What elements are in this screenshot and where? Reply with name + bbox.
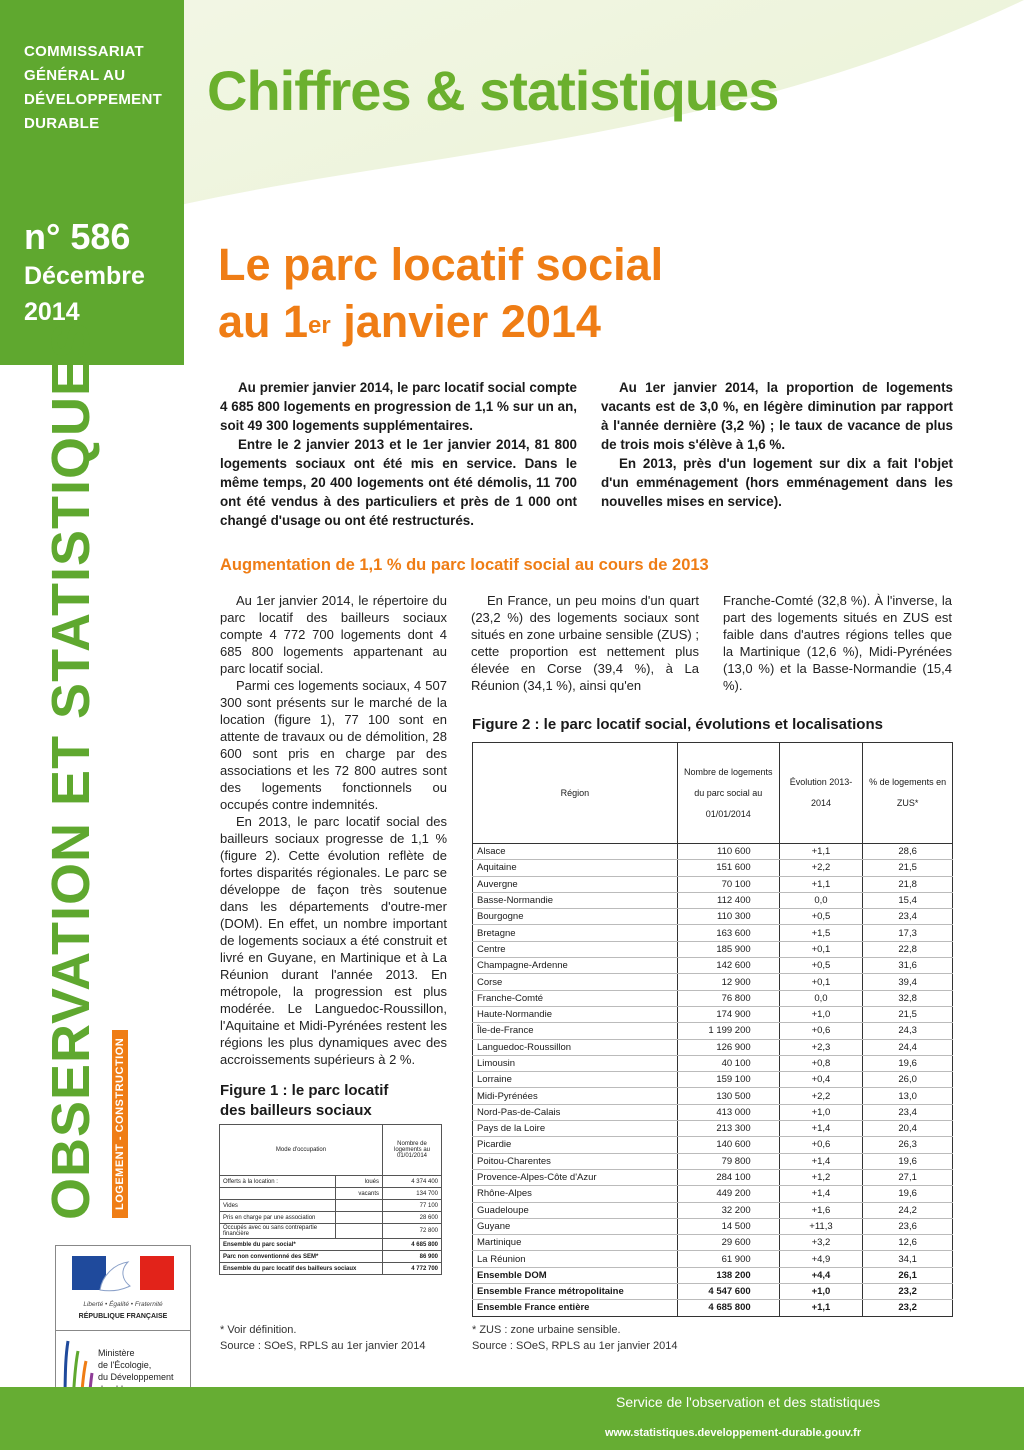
count-cell: 213 300: [677, 1121, 779, 1137]
table-row: [473, 925, 953, 941]
table-row: [473, 1218, 953, 1234]
column-header: Nombre de logements du parc social au 01/01/2014: [677, 743, 779, 844]
title-sup: er: [308, 312, 331, 339]
region-cell: Guyane: [473, 1218, 678, 1234]
table-row: [473, 974, 953, 990]
page-title: [218, 236, 663, 350]
table-row: [473, 844, 953, 860]
zus-share-cell: 23,4: [863, 1104, 953, 1120]
table-row: [220, 1224, 442, 1239]
evolution-cell: +11,3: [779, 1218, 863, 1234]
region-cell: Languedoc-Roussillon: [473, 1039, 678, 1055]
republique-francaise-logo: [55, 1245, 191, 1333]
zus-share-cell: 22,8: [863, 941, 953, 957]
body-paragraph: Parmi ces logements sociaux, 4 507 300 sont présents sur le marché de la location (figure 1), 77 100 sont en attente de travaux ou de démolition, 28 600 sont pris en charge par des associations et les 72 800 autres sont des logements fonctionnels ou occupés contre indemnités.: [220, 678, 447, 812]
footer-url[interactable]: www.statistiques.developpement-durable.gouv.fr: [605, 1427, 862, 1439]
row-value: 4 374 400: [383, 1176, 442, 1188]
evolution-cell: +0,5: [779, 909, 863, 925]
table-row: [473, 1039, 953, 1055]
footer-service: Service de l'observation et des statistiques: [616, 1394, 881, 1410]
region-cell: Limousin: [473, 1055, 678, 1071]
region-cell: Île-de-France: [473, 1023, 678, 1039]
title-line-1: Le parc locatif social: [218, 239, 664, 290]
intro-paragraph: En 2013, près d'un logement sur dix a fait l'objet d'un emménagement (hors emménagement dans les nouvelles mises en service).: [601, 456, 953, 509]
zus-share-cell: 26,3: [863, 1137, 953, 1153]
count-cell: 4 685 800: [677, 1300, 779, 1316]
region-cell: Auvergne: [473, 876, 678, 892]
row-sublabel: [336, 1224, 383, 1239]
count-cell: 112 400: [677, 892, 779, 908]
region-cell: Pays de la Loire: [473, 1121, 678, 1137]
row-sublabel: [336, 1200, 383, 1212]
region-cell: Champagne-Ardenne: [473, 958, 678, 974]
count-cell: 185 900: [677, 941, 779, 957]
count-cell: 174 900: [677, 1006, 779, 1022]
zus-share-cell: 23,2: [863, 1300, 953, 1316]
region-cell: Ensemble France entière: [473, 1300, 678, 1316]
table-row: [473, 1006, 953, 1022]
count-cell: 142 600: [677, 958, 779, 974]
section-title: Augmentation de 1,1 % du parc locatif social au cours de 2013: [220, 556, 709, 574]
table-row: [220, 1200, 442, 1212]
row-label: Ensemble du parc locatif des bailleurs sociaux: [220, 1263, 383, 1275]
count-cell: 79 800: [677, 1153, 779, 1169]
count-cell: 284 100: [677, 1169, 779, 1185]
region-cell: Lorraine: [473, 1072, 678, 1088]
region-cell: Poitou-Charentes: [473, 1153, 678, 1169]
count-cell: 110 600: [677, 844, 779, 860]
body-column-2: [471, 592, 699, 694]
evolution-cell: +1,6: [779, 1202, 863, 1218]
table-row-total: [473, 1284, 953, 1300]
evolution-cell: +1,0: [779, 1284, 863, 1300]
evolution-cell: +0,8: [779, 1055, 863, 1071]
evolution-cell: +0,4: [779, 1072, 863, 1088]
zus-share-cell: 24,3: [863, 1023, 953, 1039]
zus-share-cell: 23,2: [863, 1284, 953, 1300]
region-cell: Picardie: [473, 1137, 678, 1153]
row-label: Offerts à la location :: [220, 1176, 336, 1188]
row-label: Pris en charge par une association: [220, 1212, 336, 1224]
evolution-cell: +1,1: [779, 1300, 863, 1316]
table-row: [473, 1251, 953, 1267]
rf-name: RÉPUBLIQUE FRANÇAISE: [78, 1313, 168, 1320]
issue-number: n° 586: [24, 216, 131, 257]
count-cell: 151 600: [677, 860, 779, 876]
evolution-cell: +2,2: [779, 1088, 863, 1104]
row-label: Occupés avec ou sans contrepartie financière: [220, 1224, 336, 1239]
zus-share-cell: 12,6: [863, 1235, 953, 1251]
zus-share-cell: 19,6: [863, 1153, 953, 1169]
zus-share-cell: 26,1: [863, 1267, 953, 1283]
table-row: [473, 1202, 953, 1218]
region-cell: Alsace: [473, 844, 678, 860]
count-cell: 413 000: [677, 1104, 779, 1120]
row-value: 134 700: [383, 1188, 442, 1200]
table-row: [473, 876, 953, 892]
region-cell: Centre: [473, 941, 678, 957]
evolution-cell: +0,6: [779, 1023, 863, 1039]
evolution-cell: +2,3: [779, 1039, 863, 1055]
figure-1-source: Source : SOeS, RPLS au 1er janvier 2014: [220, 1340, 426, 1352]
intro-paragraph: Au 1er janvier 2014, la proportion de logements vacants est de 3,0 %, en légère diminution par rapport à l'année dernière (3,2 %) ; le taux de vacance de plus de trois mois s'élève à 1,6 %.: [601, 380, 953, 452]
region-cell: Rhône-Alpes: [473, 1186, 678, 1202]
column-header: % de logements en ZUS*: [863, 743, 953, 844]
figure-2-source: Source : SOeS, RPLS au 1er janvier 2014: [472, 1340, 678, 1352]
evolution-cell: +4,9: [779, 1251, 863, 1267]
row-value: 28 600: [383, 1212, 442, 1224]
vertical-topic-label: LOGEMENT - CONSTRUCTION: [112, 1030, 128, 1218]
count-cell: 126 900: [677, 1039, 779, 1055]
org-line-3: DÉVELOPPEMENT: [24, 91, 163, 108]
title-part-a: au 1: [218, 296, 309, 347]
ministry-line-2: de l'Écologie,: [98, 1360, 152, 1370]
count-cell: 449 200: [677, 1186, 779, 1202]
zus-share-cell: 31,6: [863, 958, 953, 974]
zus-share-cell: 19,6: [863, 1186, 953, 1202]
zus-share-cell: 26,0: [863, 1072, 953, 1088]
table-row: [473, 1186, 953, 1202]
zus-share-cell: 24,4: [863, 1039, 953, 1055]
region-cell: Provence-Alpes-Côte d'Azur: [473, 1169, 678, 1185]
row-value: 4 772 700: [383, 1263, 442, 1275]
zus-share-cell: 21,8: [863, 876, 953, 892]
count-cell: 140 600: [677, 1137, 779, 1153]
row-label: [220, 1188, 336, 1200]
count-cell: 14 500: [677, 1218, 779, 1234]
row-value: 72 800: [383, 1224, 442, 1239]
title-part-b: janvier 2014: [330, 296, 601, 347]
figure-1-note: * Voir définition.: [220, 1324, 297, 1336]
count-cell: 163 600: [677, 925, 779, 941]
rf-motto: Liberté • Égalité • Fraternité: [83, 1301, 163, 1308]
table-row: [220, 1176, 442, 1188]
table-row-total: [220, 1251, 442, 1263]
region-cell: Aquitaine: [473, 860, 678, 876]
row-value: 4 685 800: [383, 1239, 442, 1251]
count-cell: 159 100: [677, 1072, 779, 1088]
intro-paragraph: Entre le 2 janvier 2013 et le 1er janvier 2014, 81 800 logements sociaux ont été mis en service. Dans le même temps, 20 400 logements ont été démolis, 11 700 ont été vendus à des particuliers et près de 1 000 ont changé d'usage ou ont été restructurés.: [220, 437, 577, 528]
evolution-cell: 0,0: [779, 892, 863, 908]
region-cell: Ensemble France métropolitaine: [473, 1284, 678, 1300]
table-row: [473, 1121, 953, 1137]
column-header: Nombre de logements au 01/01/2014: [383, 1125, 442, 1176]
zus-share-cell: 15,4: [863, 892, 953, 908]
zus-share-cell: 27,1: [863, 1169, 953, 1185]
table-row: [473, 941, 953, 957]
column-header: Évolution 2013-2014: [779, 743, 863, 844]
row-sublabel: vacants: [336, 1188, 383, 1200]
figure-1-table: [219, 1124, 442, 1275]
evolution-cell: +0,1: [779, 941, 863, 957]
evolution-cell: +1,4: [779, 1153, 863, 1169]
table-row: [473, 1072, 953, 1088]
org-line-4: DURABLE: [24, 115, 100, 132]
zus-share-cell: 39,4: [863, 974, 953, 990]
row-sublabel: [336, 1212, 383, 1224]
evolution-cell: +1,4: [779, 1186, 863, 1202]
evolution-cell: +4,4: [779, 1267, 863, 1283]
region-cell: Guadeloupe: [473, 1202, 678, 1218]
table-row-total: [220, 1239, 442, 1251]
table-row: [473, 1169, 953, 1185]
column-header: Région: [473, 743, 678, 844]
count-cell: 4 547 600: [677, 1284, 779, 1300]
zus-share-cell: 34,1: [863, 1251, 953, 1267]
evolution-cell: 0,0: [779, 990, 863, 1006]
issue-year: 2014: [24, 298, 80, 326]
evolution-cell: +0,5: [779, 958, 863, 974]
table-row: [220, 1212, 442, 1224]
row-value: 77 100: [383, 1200, 442, 1212]
org-line-2: GÉNÉRAL AU: [24, 67, 126, 84]
table-row: [220, 1188, 442, 1200]
evolution-cell: +3,2: [779, 1235, 863, 1251]
zus-share-cell: 21,5: [863, 1006, 953, 1022]
issue-month: Décembre: [24, 262, 145, 290]
zus-share-cell: 23,4: [863, 909, 953, 925]
evolution-cell: +1,1: [779, 844, 863, 860]
table-row: [473, 860, 953, 876]
table-row: [473, 1023, 953, 1039]
figure-2-note: * ZUS : zone urbaine sensible.: [472, 1324, 621, 1336]
org-line-1: COMMISSARIAT: [24, 43, 144, 60]
count-cell: 12 900: [677, 974, 779, 990]
ministry-line-3: du Développement: [98, 1372, 174, 1382]
title-line-2: [218, 293, 663, 350]
row-label: Vides: [220, 1200, 336, 1212]
table-row-total: [220, 1263, 442, 1275]
figure-2-table: [472, 742, 953, 1317]
count-cell: 40 100: [677, 1055, 779, 1071]
body-column-1: [220, 592, 447, 1068]
region-cell: Franche-Comté: [473, 990, 678, 1006]
zus-share-cell: 32,8: [863, 990, 953, 1006]
evolution-cell: +1,0: [779, 1006, 863, 1022]
count-cell: 70 100: [677, 876, 779, 892]
figure-2-title: Figure 2 : le parc locatif social, évolutions et localisations: [472, 716, 883, 733]
figure-1-title-line-2: des bailleurs sociaux: [220, 1102, 372, 1119]
table-row: [473, 1235, 953, 1251]
table-row: [473, 1137, 953, 1153]
figure-1-title-line-1: Figure 1 : le parc locatif: [220, 1082, 389, 1099]
table-row: [473, 892, 953, 908]
table-row: [473, 909, 953, 925]
row-label: Ensemble du parc social*: [220, 1239, 383, 1251]
region-cell: Basse-Normandie: [473, 892, 678, 908]
row-sublabel: loués: [336, 1176, 383, 1188]
region-cell: La Réunion: [473, 1251, 678, 1267]
count-cell: 61 900: [677, 1251, 779, 1267]
region-cell: Ensemble DOM: [473, 1267, 678, 1283]
table-row: [473, 958, 953, 974]
zus-share-cell: 17,3: [863, 925, 953, 941]
body-paragraph: En 2013, le parc locatif social des bailleurs sociaux progresse de 1,1 % (figure 2). Cette évolution reflète de fortes disparités régionales. Le parc se développe de façon très soutenue dans les départements d'outre-mer (DOM). En effet, un nombre important de logements sociaux a été construit et livré en Guyane, en Martinique et à La Réunion durant l'année 2013. En métropole, la progression est plus modérée. Le Languedoc-Roussillon, l'Aquitaine et Midi-Pyrénées restent les régions les plus dynamiques avec des accroissements supérieurs à 2 %.: [220, 814, 447, 1067]
intro-left: [220, 378, 577, 530]
body-paragraph: En France, un peu moins d'un quart (23,2 %) des logements sociaux sont situés en zone urbaine sensible (ZUS) ; cette proportion est nettement plus élevée en Corse (39,4 %), à La Réunion (34,1 %), ainsi qu'en: [471, 593, 699, 693]
count-cell: 130 500: [677, 1088, 779, 1104]
zus-share-cell: 20,4: [863, 1121, 953, 1137]
table-row: [473, 1088, 953, 1104]
row-label: Parc non conventionné des SEM*: [220, 1251, 383, 1263]
zus-share-cell: 23,6: [863, 1218, 953, 1234]
count-cell: 76 800: [677, 990, 779, 1006]
evolution-cell: +0,1: [779, 974, 863, 990]
count-cell: 32 200: [677, 1202, 779, 1218]
body-paragraph: Au 1er janvier 2014, le répertoire du parc locatif des bailleurs sociaux compte 4 772 700 logements dont 4 685 800 logements appartenant au parc locatif social.: [220, 593, 447, 676]
figure-1-title: [220, 1081, 445, 1121]
evolution-cell: +1,1: [779, 876, 863, 892]
org-name: [24, 40, 184, 136]
region-cell: Nord-Pas-de-Calais: [473, 1104, 678, 1120]
evolution-cell: +1,0: [779, 1104, 863, 1120]
region-cell: Bourgogne: [473, 909, 678, 925]
region-cell: Haute-Normandie: [473, 1006, 678, 1022]
region-cell: Corse: [473, 974, 678, 990]
table-row-total: [473, 1300, 953, 1316]
table-row: [473, 1104, 953, 1120]
row-value: 86 900: [383, 1251, 442, 1263]
ministry-line-1: Ministère: [98, 1348, 135, 1358]
region-cell: Bretagne: [473, 925, 678, 941]
count-cell: 29 600: [677, 1235, 779, 1251]
evolution-cell: +0,6: [779, 1137, 863, 1153]
count-cell: 110 300: [677, 909, 779, 925]
count-cell: 1 199 200: [677, 1023, 779, 1039]
evolution-cell: +2,2: [779, 860, 863, 876]
brand-title: Chiffres & statistiques: [207, 59, 779, 122]
evolution-cell: +1,5: [779, 925, 863, 941]
table-row: [473, 1153, 953, 1169]
zus-share-cell: 13,0: [863, 1088, 953, 1104]
table-row: [473, 990, 953, 1006]
evolution-cell: +1,4: [779, 1121, 863, 1137]
zus-share-cell: 28,6: [863, 844, 953, 860]
zus-share-cell: 24,2: [863, 1202, 953, 1218]
intro-right: [601, 378, 953, 511]
body-column-3: [723, 592, 952, 694]
evolution-cell: +1,2: [779, 1169, 863, 1185]
zus-share-cell: 19,6: [863, 1055, 953, 1071]
table-row-total: [473, 1267, 953, 1283]
vertical-collection-label: OBSERVATION ET STATISTIQUES: [41, 321, 101, 1220]
marianne-flag-icon: [56, 1246, 190, 1302]
intro-paragraph: Au premier janvier 2014, le parc locatif social compte 4 685 800 logements en progression de 1,1 % sur un an, soit 49 300 logements supplémentaires.: [220, 380, 577, 433]
count-cell: 138 200: [677, 1267, 779, 1283]
table-row: [473, 1055, 953, 1071]
region-cell: Martinique: [473, 1235, 678, 1251]
region-cell: Midi-Pyrénées: [473, 1088, 678, 1104]
body-paragraph: Franche-Comté (32,8 %). À l'inverse, la part des logements situés en ZUS est faible dans d'autres régions telles que la Martinique (12,6 %), Midi-Pyrénées (13,0 %) et la Basse-Normandie (15,4 %).: [723, 593, 952, 693]
zus-share-cell: 21,5: [863, 860, 953, 876]
column-header: Mode d'occupation: [220, 1125, 383, 1176]
